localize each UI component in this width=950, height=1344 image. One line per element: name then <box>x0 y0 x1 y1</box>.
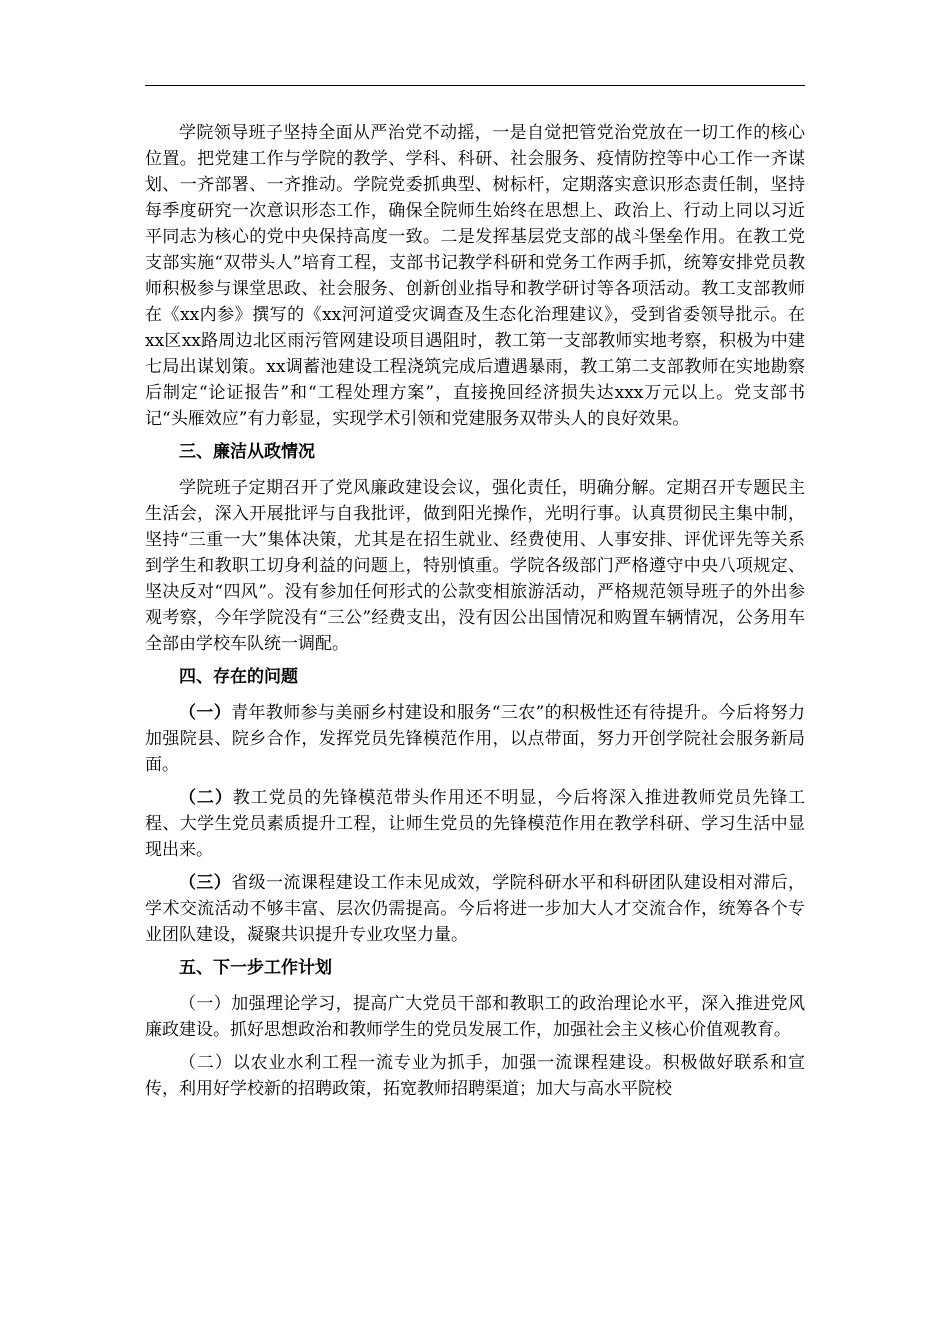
section-heading-problems: 四、存在的问题 <box>179 667 298 687</box>
problem-item-1-text: 青年教师参与美丽乡村建设和服务“三农”的积极性还有待提升。今后将努力加强院县、院乡合作，发挥党员先锋模范作用，以点带面，努力开创学院社会服务新局面。 <box>145 703 805 775</box>
plan-item-1: （一）加强理论学习，提高广大党员干部和教职工的政治理论水平，深入推进党风廉政建设。抓好思想政治和教师学生的党员发展工作，加强社会主义核心价值观教育。 <box>145 994 805 1040</box>
header-rule <box>145 85 805 86</box>
problem-item-1-label: （一） <box>179 703 232 723</box>
paragraph-integrity: 学院班子定期召开了党风廉政建设会议，强化责任，明确分解。定期召开专题民主生活会，深入开展批评与自我批评，做到阳光操作，光明行事。认真贯彻民主集中制，坚持“三重一大”集体决策，尤其是在招生就业、经费使用、人事安排、评优评先等关系到学生和教职工切身利益的问题上，特别慎重。学院各级部门严格遵守中央八项规定、坚决反对“四风”。没有参加任何形式的公款变相旅游活动，严格规范领导班子的外出参观考察，今年学院没有“三公”经费支出，没有因公出国情况和购置车辆情况，公务用车全部由学校车队统一调配。 <box>145 478 805 654</box>
document-body <box>145 120 805 1109</box>
problem-item-1 <box>145 700 805 778</box>
problem-item-3-label: （三） <box>179 873 232 893</box>
problem-item-2-text: 教工党员的先锋模范带头作用还不明显，今后将深入推进教师党员先锋工程、大学生党员素质提升工程，让师生党员的先锋模范作用在教学科研、学习生活中显现出来。 <box>145 788 806 860</box>
problem-item-3 <box>145 870 805 948</box>
section-heading-next-plan: 五、下一步工作计划 <box>179 958 332 978</box>
section-heading-integrity: 三、廉洁从政情况 <box>179 442 315 462</box>
plan-item-2: （二）以农业水利工程一流专业为抓手，加强一流课程建设。积极做好联系和宣传，利用好学校新的招聘政策，拓宽教师招聘渠道；加大与高水平院校 <box>145 1053 805 1099</box>
problem-item-2 <box>145 785 805 863</box>
paragraph-party-governance: 学院领导班子坚持全面从严治党不动摇，一是自觉把管党治党放在一切工作的核心位置。把党建工作与学院的教学、学科、科研、社会服务、疫情防控等中心工作一齐谋划、一齐部署、一齐推动。学院党委抓典型、树标杆，定期落实意识形态责任制，坚持每季度研究一次意识形态工作，确保全院师生始终在思想上、政治上、行动上同以习近平同志为核心的党中央保持高度一致。二是发挥基层党支部的战斗堡垒作用。在教工党支部实施“双带头人”培育工程，支部书记教学科研和党务工作两手抓，统筹安排党员教师积极参与课堂思政、社会服务、创新创业指导和教学研讨等各项活动。教工支部教师在《xx内参》撰写的《xx河河道受灾调查及生态化治理建议》，受到省委领导批示。在xx区xx路周边北区雨污管网建设项目遇阻时，教工第一支部教师实地考察，积极为中建七局出谋划策。xx调蓄池建设工程浇筑完成后遭遇暴雨，教工第二支部教师在实地勘察后制定“论证报告”和“工程处理方案”，直接挽回经济损失达xxx万元以上。党支部书记“头雁效应”有力彰显，实现学术引领和党建服务双带头人的良好效果。 <box>145 123 805 429</box>
problem-item-2-label: （二） <box>179 788 233 808</box>
problem-item-3-text: 省级一流课程建设工作未见成效，学院科研水平和科研团队建设相对滞后，学术交流活动不够丰富、层次仍需提高。今后将进一步加大人才交流合作，统筹各个专业团队建设，凝聚共识提升专业攻坚力量。 <box>145 873 806 945</box>
